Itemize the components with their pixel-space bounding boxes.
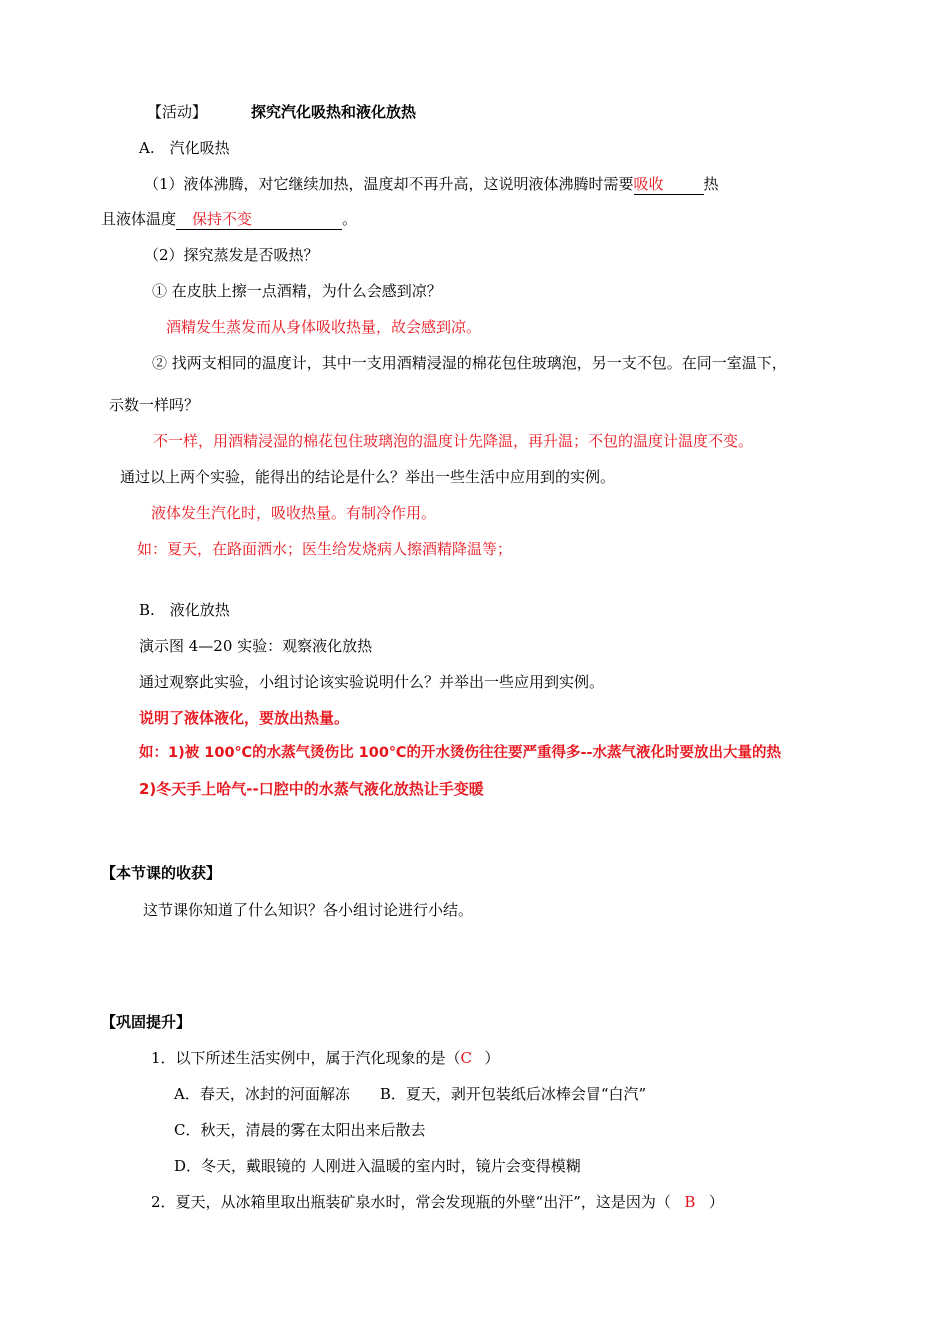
practice-question-1: [151, 1048, 500, 1068]
conclusion-answer-2: 如：夏天，在路面洒水；医生给发烧病人擦酒精降温等；: [137, 540, 513, 558]
conclusion-question: 通过以上两个实验，能得出的结论是什么？举出一些生活中应用到的实例。: [120, 468, 616, 486]
practice-heading: 【巩固提升】: [101, 1013, 192, 1031]
question-1-blank: [634, 174, 704, 195]
practice-question-2-close: ）: [708, 1193, 724, 1211]
activity-label: 【活动】: [147, 103, 208, 121]
summary-text: 这节课你知道了什么知识？各小组讨论进行小结。: [143, 901, 474, 919]
practice-question-1-option-c: C．秋天，清晨的雾在太阳出来后散去: [174, 1121, 426, 1139]
question-1-line-2-blank: [176, 209, 342, 230]
question-1-line-2-prefix: 且液体温度: [101, 210, 177, 228]
question-2-1-answer: 酒精发生蒸发而从身体吸收热量，故会感到凉。: [166, 318, 482, 336]
practice-question-1-option-ab: A．春天，冰封的河面解冻 B．夏天，剥开包装纸后冰棒会冒“白汽”: [174, 1085, 647, 1103]
question-2-2-line-2: 示数一样吗？: [109, 396, 200, 414]
practice-question-2: [151, 1192, 724, 1212]
question-1-prefix: （1）液体沸腾，对它继续加热，温度却不再升高，这说明液体沸腾时需要: [144, 175, 634, 193]
section-b-question: 通过观察此实验，小组讨论该实验说明什么？并举出一些应用到实例。: [139, 673, 605, 691]
activity-title: 探究汽化吸热和液化放热: [251, 103, 417, 121]
question-2-2-line-1: ② 找两支相同的温度计，其中一支用酒精浸湿的棉花包住玻璃泡，另一支不包。在同一室温下，: [152, 354, 787, 372]
conclusion-answer-1: 液体发生汽化时，吸收热量。有制冷作用。: [151, 504, 437, 522]
section-b-answer-3: 2)冬天手上哈气--口腔中的水蒸气液化放热让手变暖: [139, 780, 484, 798]
question-2: （2）探究蒸发是否吸热？: [144, 246, 319, 264]
practice-question-1-text: 1．以下所述生活实例中，属于汽化现象的是（: [151, 1049, 461, 1067]
demo-line: 演示图 4—20 实验：观察液化放热: [139, 637, 373, 655]
section-b-heading: B. 液化放热: [139, 601, 230, 619]
summary-heading: 【本节课的收获】: [101, 864, 222, 882]
question-1-line-2-suffix: 。: [342, 210, 358, 228]
section-b-answer-2: 如：1)被 100℃的水蒸气烫伤比 100℃的开水烫伤往往要严重得多--水蒸气液化时要放出大量的热: [139, 745, 781, 761]
practice-question-1-close: ）: [484, 1049, 500, 1067]
question-1-line-1: [144, 174, 719, 195]
practice-question-2-text: 2．夏天，从冰箱里取出瓶装矿泉水时，常会发现瓶的外壁“出汗”，这是因为（: [151, 1193, 671, 1211]
question-2-2-answer: 不一样，用酒精浸湿的棉花包住玻璃泡的温度计先降温，再升温；不包的温度计温度不变。: [153, 432, 754, 450]
section-a-heading: A. 汽化吸热: [139, 139, 230, 157]
section-b-answer-1: 说明了液体液化，要放出热量。: [139, 709, 350, 727]
question-1-line-2-answer: 保持不变: [192, 210, 253, 228]
question-1-answer: 吸收: [633, 175, 664, 193]
practice-question-1-option-d: D．冬天，戴眼镜的 人刚进入温暖的室内时，镜片会变得模糊: [174, 1157, 581, 1175]
practice-question-1-answer: C: [460, 1049, 473, 1067]
question-2-1: ① 在皮肤上擦一点酒精，为什么会感到凉？: [152, 282, 442, 300]
question-1-line-2: [101, 209, 357, 230]
question-1-suffix: 热: [703, 175, 719, 193]
practice-question-2-answer: B: [684, 1193, 696, 1211]
